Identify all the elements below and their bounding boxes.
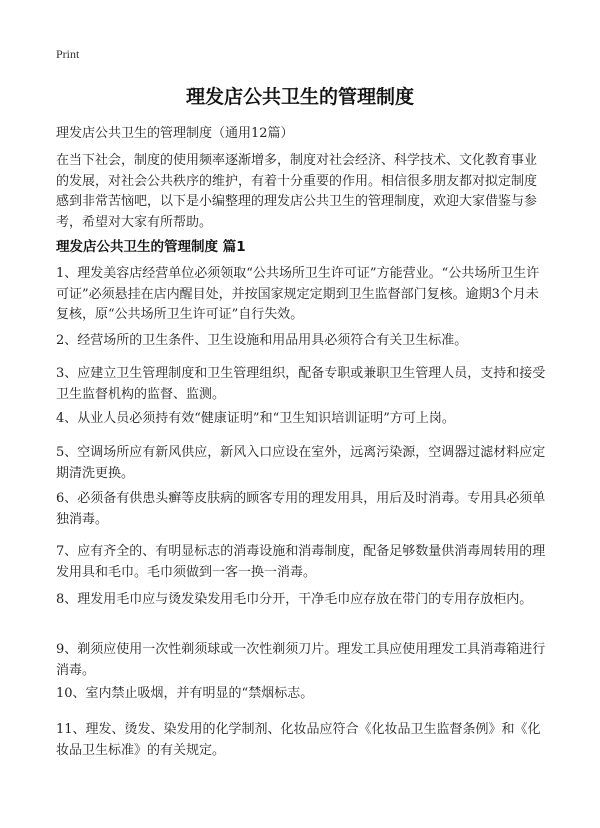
list-item: 1、理发美容店经营单位必须领取“公共场所卫生许可证”方能营业。“公共场所卫生许可证”必须悬挂在店内醒目处，并按国家规定定期到卫生监督部门复核。逾期3个月未复核，原“公共场所卫生许可证”自行失效。 <box>56 266 540 322</box>
list-item: 9、剃须应使用一次性剃须球或一次性剃须刀片。理发工具应使用理发工具消毒箱进行消毒。 <box>56 642 546 678</box>
list-item: 6、必须备有供患头癣等皮肤病的顾客专用的理发用具，用后及时消毒。专用具必须单独消毒。 <box>56 491 546 527</box>
list-item: 4、从业人员必须持有效“健康证明”和“卫生知识培训证明”方可上岗。 <box>56 411 455 426</box>
page-title: 理发店公共卫生的管理制度 <box>185 86 414 108</box>
list-item: 3、应建立卫生管理制度和卫生管理组织，配备专职或兼职卫生管理人员，支持和接受卫生监督机构的监督、监测。 <box>56 366 546 402</box>
list-item: 8、理发用毛巾应与烫发染发用毛巾分开，干净毛巾应存放在带门的专用存放柜内。 <box>56 592 533 607</box>
document-subtitle: 理发店公共卫生的管理制度（通用12篇） <box>56 126 294 141</box>
section-heading: 理发店公共卫生的管理制度 篇1 <box>56 239 246 255</box>
list-item: 2、经营场所的卫生条件、卫生设施和用品用具必须符合有关卫生标准。 <box>56 333 468 348</box>
list-item: 10、室内禁止吸烟，并有明显的“禁烟标志。 <box>56 686 314 701</box>
list-item: 5、空调场所应有新风供应，新风入口应设在室外，远离污染源，空调器过滤材料应定期清洗更换。 <box>56 445 546 481</box>
list-item: 11、理发、烫发、染发用的化学制剂、化妆品应符合《化妆品卫生监督条例》和《化妆品卫生标准》的有关规定。 <box>56 722 541 758</box>
print-link[interactable]: Print <box>56 47 80 61</box>
list-item: 7、应有齐全的、有明显标志的消毒设施和消毒制度，配备足够数量供消毒周转用的理发用具和毛巾。毛巾须做到一客一换一消毒。 <box>56 544 546 580</box>
intro-paragraph: 在当下社会，制度的使用频率逐渐增多，制度对社会经济、科学技术、文化教育事业的发展，对社会公共秩序的维护，有着十分重要的作用。相信很多朋友都对拟定制度感到非常苦恼吧，以下是小编整理的理发店公共卫生的管理制度，欢迎大家借鉴与参考，希望对大家有所帮助。 <box>56 153 538 230</box>
